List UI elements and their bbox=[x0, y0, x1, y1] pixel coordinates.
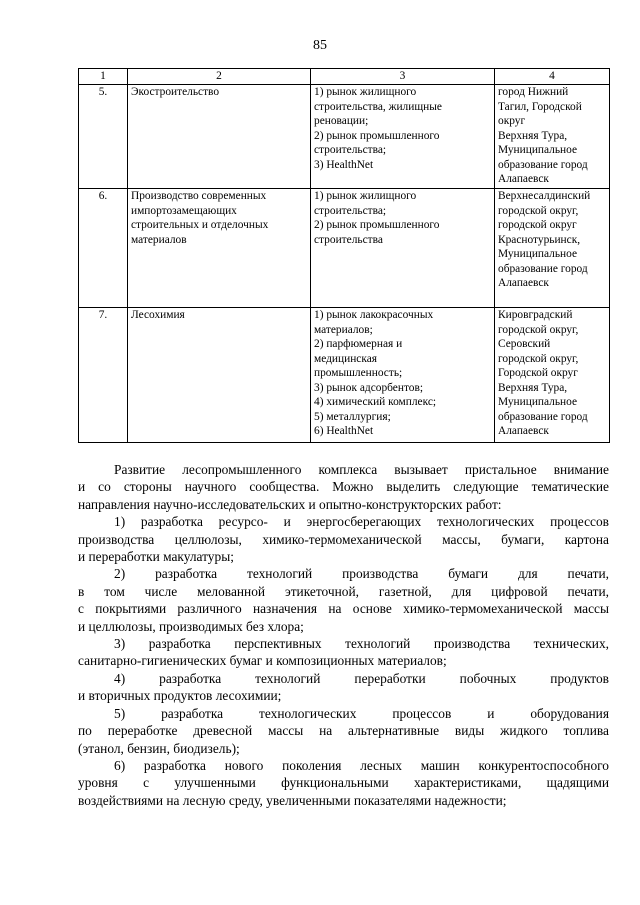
markets-cell: 1) рынок жилищного строительства, жилищные реновации; 2) рынок промышленного строительства; 3) HealthNet bbox=[311, 85, 495, 189]
cluster-name: Лесохимия bbox=[128, 308, 311, 443]
column-header: 2 bbox=[128, 69, 311, 85]
column-header: 3 bbox=[311, 69, 495, 85]
list-item: 2) разработка технологий производства бумаги для печати, в том числе мелованной этикеточной, газетной, для цифровой печати, с покрытиями различного назначения на основе химико-термомеханической массы и целлюлозы, производимых без хлора; bbox=[78, 566, 609, 634]
cluster-name: Производство современных импортозамещающих строительных и отделочных материалов bbox=[128, 189, 311, 308]
list-item: 3) разработка перспективных технологий производства технических, санитарно-гигиенических бумаг и композиционных материалов; bbox=[78, 636, 609, 669]
table-row bbox=[79, 85, 610, 189]
table-row bbox=[79, 189, 610, 308]
territories-cell: Кировградский городской округ, Серовский городской округ, Городской округ Верхняя Тура, Муниципальное образование город Алапаевск bbox=[495, 308, 610, 443]
page-number: 85 bbox=[313, 38, 327, 53]
row-number: 5. bbox=[79, 85, 128, 189]
markets-cell: 1) рынок жилищного строительства; 2) рынок промышленного строительства bbox=[311, 189, 495, 308]
cluster-name: Экостроительство bbox=[128, 85, 311, 189]
list-item: 5) разработка технологических процессов и оборудования по переработке древесной массы на альтернативные виды жидкого топлива (этанол, бензин, биодизель); bbox=[78, 705, 609, 756]
body-text bbox=[78, 461, 609, 809]
table-header-row bbox=[79, 69, 610, 85]
territories-cell: город Нижний Тагил, Городской округ Верхняя Тура, Муниципальное образование город Алапаевск bbox=[495, 85, 610, 189]
row-number: 6. bbox=[79, 189, 128, 308]
table-row bbox=[79, 308, 610, 443]
markets-cell: 1) рынок лакокрасочных материалов; 2) парфюмерная и медицинская промышленность; 3) рынок адсорбентов; 4) химический комплекс; 5) металлургия; 6) HealthNet bbox=[311, 308, 495, 443]
column-header: 4 bbox=[495, 69, 610, 85]
column-header: 1 bbox=[79, 69, 128, 85]
territories-cell: Верхнесалдинский городской округ, городской округ Краснотурьинск, Муниципальное образование город Алапаевск bbox=[495, 189, 610, 308]
list-item: 6) разработка нового поколения лесных машин конкурентоспособного уровня с улучшенными функциональными характеристиками, щадящими воздействиями на лесную среду, увеличенными показателями надежности; bbox=[78, 757, 609, 808]
regional-projects-table bbox=[78, 68, 610, 443]
intro-paragraph: Развитие лесопромышленного комплекса вызывает пристальное внимание и со стороны научного сообщества. Можно выделить следующие тематические направления научно-исследовательских и опытно-конструкторских работ: bbox=[78, 462, 609, 512]
list-item: 4) разработка технологий переработки побочных продуктов и вторичных продуктов лесохимии; bbox=[78, 670, 609, 704]
list-item: 1) разработка ресурсо- и энергосберегающих технологических процессов производства целлюлозы, химико-термомеханической массы, бумаги, картона и переработки макулатуры; bbox=[78, 514, 609, 565]
row-number: 7. bbox=[79, 308, 128, 443]
